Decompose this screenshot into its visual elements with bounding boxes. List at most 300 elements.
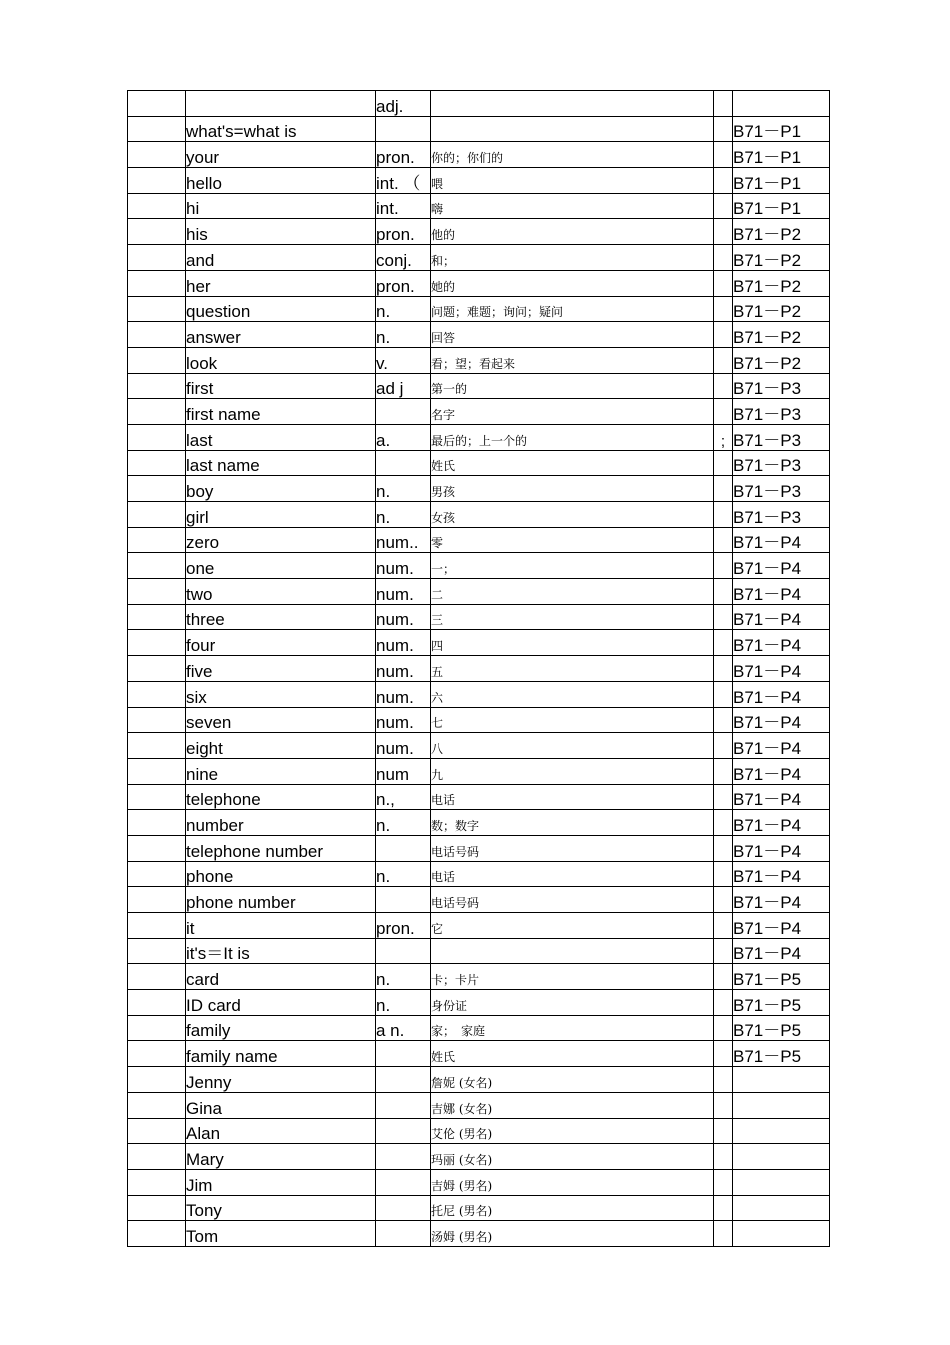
part-of-speech-cell bbox=[376, 116, 431, 142]
part-of-speech-cell: pron. bbox=[376, 142, 431, 168]
reference-cell: B71－P4 bbox=[733, 681, 830, 707]
reference-cell: B71－P3 bbox=[733, 399, 830, 425]
reference-cell: B71－P3 bbox=[733, 502, 830, 528]
index-cell bbox=[128, 784, 186, 810]
part-of-speech-cell: n. bbox=[376, 861, 431, 887]
note-cell bbox=[714, 733, 733, 759]
index-cell bbox=[128, 579, 186, 605]
note-cell bbox=[714, 604, 733, 630]
reference-cell bbox=[733, 1092, 830, 1118]
reference-cell: B71－P1 bbox=[733, 193, 830, 219]
part-of-speech-cell bbox=[376, 887, 431, 913]
table-row bbox=[128, 784, 830, 810]
index-cell bbox=[128, 142, 186, 168]
table-row bbox=[128, 1041, 830, 1067]
note-cell bbox=[714, 630, 733, 656]
table-row bbox=[128, 270, 830, 296]
reference-cell: B71－P4 bbox=[733, 861, 830, 887]
reference-cell: B71－P5 bbox=[733, 1015, 830, 1041]
index-cell bbox=[128, 322, 186, 348]
table-row bbox=[128, 1195, 830, 1221]
table-row bbox=[128, 656, 830, 682]
meaning-cell: 一； bbox=[431, 553, 714, 579]
vocabulary-table bbox=[127, 90, 830, 1247]
meaning-cell: 六 bbox=[431, 681, 714, 707]
index-cell bbox=[128, 553, 186, 579]
meaning-cell: 你的；你们的 bbox=[431, 142, 714, 168]
reference-cell: B71－P4 bbox=[733, 707, 830, 733]
meaning-cell: 和； bbox=[431, 245, 714, 271]
index-cell bbox=[128, 193, 186, 219]
word-cell: last bbox=[186, 424, 376, 450]
word-cell: it's＝It is bbox=[186, 938, 376, 964]
vocabulary-table-body bbox=[128, 91, 830, 1247]
table-row bbox=[128, 1067, 830, 1093]
meaning-cell: 男孩 bbox=[431, 476, 714, 502]
note-cell: ; bbox=[714, 424, 733, 450]
table-row bbox=[128, 142, 830, 168]
index-cell bbox=[128, 990, 186, 1016]
meaning-cell: 三 bbox=[431, 604, 714, 630]
meaning-cell: 电话号码 bbox=[431, 887, 714, 913]
index-cell bbox=[128, 1118, 186, 1144]
part-of-speech-cell bbox=[376, 1144, 431, 1170]
note-cell bbox=[714, 964, 733, 990]
word-cell: three bbox=[186, 604, 376, 630]
meaning-cell: 零 bbox=[431, 527, 714, 553]
meaning-cell: 吉姆 (男名) bbox=[431, 1169, 714, 1195]
reference-cell: B71－P4 bbox=[733, 527, 830, 553]
meaning-cell: 吉娜 (女名) bbox=[431, 1092, 714, 1118]
word-cell: eight bbox=[186, 733, 376, 759]
note-cell bbox=[714, 296, 733, 322]
index-cell bbox=[128, 913, 186, 939]
part-of-speech-cell: a n. bbox=[376, 1015, 431, 1041]
part-of-speech-cell: num. bbox=[376, 681, 431, 707]
table-row bbox=[128, 1144, 830, 1170]
word-cell: Jenny bbox=[186, 1067, 376, 1093]
table-row bbox=[128, 193, 830, 219]
word-cell: seven bbox=[186, 707, 376, 733]
note-cell bbox=[714, 990, 733, 1016]
part-of-speech-cell: adj. bbox=[376, 91, 431, 117]
table-row bbox=[128, 1092, 830, 1118]
table-row bbox=[128, 887, 830, 913]
index-cell bbox=[128, 116, 186, 142]
table-row bbox=[128, 810, 830, 836]
word-cell: her bbox=[186, 270, 376, 296]
meaning-cell: 托尼 (男名) bbox=[431, 1195, 714, 1221]
meaning-cell: 它 bbox=[431, 913, 714, 939]
index-cell bbox=[128, 373, 186, 399]
reference-cell: B71－P2 bbox=[733, 322, 830, 348]
table-row bbox=[128, 630, 830, 656]
note-cell bbox=[714, 656, 733, 682]
meaning-cell: 家； 家庭 bbox=[431, 1015, 714, 1041]
reference-cell bbox=[733, 1118, 830, 1144]
index-cell bbox=[128, 1015, 186, 1041]
note-cell bbox=[714, 1144, 733, 1170]
word-cell: hi bbox=[186, 193, 376, 219]
part-of-speech-cell bbox=[376, 1221, 431, 1247]
note-cell bbox=[714, 527, 733, 553]
index-cell bbox=[128, 1221, 186, 1247]
note-cell bbox=[714, 835, 733, 861]
word-cell: family bbox=[186, 1015, 376, 1041]
index-cell bbox=[128, 630, 186, 656]
index-cell bbox=[128, 733, 186, 759]
table-row bbox=[128, 707, 830, 733]
note-cell bbox=[714, 219, 733, 245]
reference-cell: B71－P1 bbox=[733, 168, 830, 194]
meaning-cell: 第一的 bbox=[431, 373, 714, 399]
meaning-cell: 电话号码 bbox=[431, 835, 714, 861]
table-row bbox=[128, 322, 830, 348]
note-cell bbox=[714, 1015, 733, 1041]
index-cell bbox=[128, 399, 186, 425]
index-cell bbox=[128, 656, 186, 682]
meaning-cell: 九 bbox=[431, 758, 714, 784]
note-cell bbox=[714, 1169, 733, 1195]
reference-cell: B71－P5 bbox=[733, 964, 830, 990]
word-cell: number bbox=[186, 810, 376, 836]
note-cell bbox=[714, 168, 733, 194]
reference-cell: B71－P4 bbox=[733, 733, 830, 759]
part-of-speech-cell bbox=[376, 1067, 431, 1093]
note-cell bbox=[714, 887, 733, 913]
table-row bbox=[128, 579, 830, 605]
meaning-cell: 汤姆 (男名) bbox=[431, 1221, 714, 1247]
part-of-speech-cell: n. bbox=[376, 810, 431, 836]
meaning-cell: 八 bbox=[431, 733, 714, 759]
note-cell bbox=[714, 758, 733, 784]
note-cell bbox=[714, 91, 733, 117]
index-cell bbox=[128, 502, 186, 528]
part-of-speech-cell: n. bbox=[376, 476, 431, 502]
meaning-cell: 电话 bbox=[431, 784, 714, 810]
meaning-cell: 七 bbox=[431, 707, 714, 733]
reference-cell: B71－P4 bbox=[733, 656, 830, 682]
meaning-cell: 问题；难题；询问；疑问 bbox=[431, 296, 714, 322]
meaning-cell: 看；望；看起来 bbox=[431, 347, 714, 373]
part-of-speech-cell bbox=[376, 835, 431, 861]
table-row bbox=[128, 91, 830, 117]
part-of-speech-cell bbox=[376, 1118, 431, 1144]
meaning-cell: 数；数字 bbox=[431, 810, 714, 836]
reference-cell: B71－P4 bbox=[733, 784, 830, 810]
table-row bbox=[128, 964, 830, 990]
meaning-cell: 玛丽 (女名) bbox=[431, 1144, 714, 1170]
part-of-speech-cell: conj. bbox=[376, 245, 431, 271]
part-of-speech-cell: n. bbox=[376, 990, 431, 1016]
table-row bbox=[128, 681, 830, 707]
part-of-speech-cell: int. （ bbox=[376, 168, 431, 194]
meaning-cell: 女孩 bbox=[431, 502, 714, 528]
reference-cell: B71－P2 bbox=[733, 219, 830, 245]
reference-cell: B71－P4 bbox=[733, 553, 830, 579]
word-cell: your bbox=[186, 142, 376, 168]
part-of-speech-cell: n. bbox=[376, 296, 431, 322]
index-cell bbox=[128, 835, 186, 861]
word-cell: Mary bbox=[186, 1144, 376, 1170]
table-row bbox=[128, 527, 830, 553]
table-row bbox=[128, 347, 830, 373]
table-row bbox=[128, 502, 830, 528]
word-cell: Tony bbox=[186, 1195, 376, 1221]
note-cell bbox=[714, 553, 733, 579]
note-cell bbox=[714, 270, 733, 296]
part-of-speech-cell: a. bbox=[376, 424, 431, 450]
note-cell bbox=[714, 707, 733, 733]
meaning-cell: 四 bbox=[431, 630, 714, 656]
table-row bbox=[128, 1015, 830, 1041]
part-of-speech-cell: num. bbox=[376, 553, 431, 579]
meaning-cell: 詹妮 (女名) bbox=[431, 1067, 714, 1093]
table-row bbox=[128, 938, 830, 964]
part-of-speech-cell bbox=[376, 1169, 431, 1195]
word-cell: boy bbox=[186, 476, 376, 502]
word-cell: last name bbox=[186, 450, 376, 476]
reference-cell: B71－P2 bbox=[733, 270, 830, 296]
index-cell bbox=[128, 168, 186, 194]
word-cell: nine bbox=[186, 758, 376, 784]
table-row bbox=[128, 835, 830, 861]
index-cell bbox=[128, 296, 186, 322]
table-row bbox=[128, 476, 830, 502]
note-cell bbox=[714, 373, 733, 399]
note-cell bbox=[714, 913, 733, 939]
meaning-cell: 艾伦 (男名) bbox=[431, 1118, 714, 1144]
word-cell: phone bbox=[186, 861, 376, 887]
reference-cell: B71－P3 bbox=[733, 450, 830, 476]
part-of-speech-cell: num. bbox=[376, 656, 431, 682]
word-cell: five bbox=[186, 656, 376, 682]
meaning-cell: 二 bbox=[431, 579, 714, 605]
note-cell bbox=[714, 810, 733, 836]
index-cell bbox=[128, 476, 186, 502]
reference-cell: B71－P4 bbox=[733, 810, 830, 836]
index-cell bbox=[128, 245, 186, 271]
word-cell: telephone bbox=[186, 784, 376, 810]
note-cell bbox=[714, 399, 733, 425]
part-of-speech-cell: num. bbox=[376, 707, 431, 733]
index-cell bbox=[128, 450, 186, 476]
reference-cell bbox=[733, 1195, 830, 1221]
note-cell bbox=[714, 1041, 733, 1067]
vocabulary-sheet bbox=[127, 90, 830, 1247]
word-cell: hello bbox=[186, 168, 376, 194]
part-of-speech-cell: n. bbox=[376, 502, 431, 528]
note-cell bbox=[714, 1118, 733, 1144]
word-cell: Jim bbox=[186, 1169, 376, 1195]
part-of-speech-cell: ad j bbox=[376, 373, 431, 399]
meaning-cell: 姓氏 bbox=[431, 450, 714, 476]
index-cell bbox=[128, 707, 186, 733]
table-row bbox=[128, 373, 830, 399]
reference-cell bbox=[733, 91, 830, 117]
index-cell bbox=[128, 887, 186, 913]
note-cell bbox=[714, 476, 733, 502]
part-of-speech-cell: pron. bbox=[376, 219, 431, 245]
part-of-speech-cell: num. bbox=[376, 733, 431, 759]
index-cell bbox=[128, 1067, 186, 1093]
table-row bbox=[128, 219, 830, 245]
reference-cell bbox=[733, 1169, 830, 1195]
part-of-speech-cell bbox=[376, 1195, 431, 1221]
note-cell bbox=[714, 502, 733, 528]
meaning-cell: 姓氏 bbox=[431, 1041, 714, 1067]
table-row bbox=[128, 604, 830, 630]
meaning-cell: 嗨 bbox=[431, 193, 714, 219]
meaning-cell: 喂 bbox=[431, 168, 714, 194]
word-cell: girl bbox=[186, 502, 376, 528]
word-cell: his bbox=[186, 219, 376, 245]
reference-cell: B71－P4 bbox=[733, 604, 830, 630]
table-row bbox=[128, 913, 830, 939]
part-of-speech-cell: num. bbox=[376, 579, 431, 605]
table-row bbox=[128, 399, 830, 425]
reference-cell: B71－P1 bbox=[733, 116, 830, 142]
word-cell: it bbox=[186, 913, 376, 939]
reference-cell: B71－P5 bbox=[733, 990, 830, 1016]
reference-cell: B71－P4 bbox=[733, 630, 830, 656]
reference-cell: B71－P2 bbox=[733, 296, 830, 322]
reference-cell: B71－P2 bbox=[733, 347, 830, 373]
part-of-speech-cell bbox=[376, 1041, 431, 1067]
table-row bbox=[128, 553, 830, 579]
part-of-speech-cell: num bbox=[376, 758, 431, 784]
reference-cell: B71－P5 bbox=[733, 1041, 830, 1067]
word-cell: first name bbox=[186, 399, 376, 425]
part-of-speech-cell: int. bbox=[376, 193, 431, 219]
meaning-cell: 身份证 bbox=[431, 990, 714, 1016]
word-cell: and bbox=[186, 245, 376, 271]
table-row bbox=[128, 116, 830, 142]
index-cell bbox=[128, 810, 186, 836]
meaning-cell bbox=[431, 938, 714, 964]
word-cell: one bbox=[186, 553, 376, 579]
index-cell bbox=[128, 1144, 186, 1170]
note-cell bbox=[714, 245, 733, 271]
table-row bbox=[128, 450, 830, 476]
table-row bbox=[128, 424, 830, 450]
word-cell: four bbox=[186, 630, 376, 656]
index-cell bbox=[128, 1092, 186, 1118]
word-cell: Gina bbox=[186, 1092, 376, 1118]
index-cell bbox=[128, 604, 186, 630]
note-cell bbox=[714, 193, 733, 219]
part-of-speech-cell: n., bbox=[376, 784, 431, 810]
table-row bbox=[128, 1169, 830, 1195]
note-cell bbox=[714, 1221, 733, 1247]
part-of-speech-cell bbox=[376, 399, 431, 425]
word-cell: ID card bbox=[186, 990, 376, 1016]
note-cell bbox=[714, 784, 733, 810]
index-cell bbox=[128, 758, 186, 784]
part-of-speech-cell bbox=[376, 1092, 431, 1118]
reference-cell: B71－P1 bbox=[733, 142, 830, 168]
meaning-cell: 最后的；上一个的 bbox=[431, 424, 714, 450]
reference-cell: B71－P4 bbox=[733, 887, 830, 913]
table-row bbox=[128, 1221, 830, 1247]
index-cell bbox=[128, 424, 186, 450]
part-of-speech-cell: num. bbox=[376, 630, 431, 656]
index-cell bbox=[128, 681, 186, 707]
index-cell bbox=[128, 1195, 186, 1221]
word-cell: phone number bbox=[186, 887, 376, 913]
word-cell: answer bbox=[186, 322, 376, 348]
meaning-cell: 她的 bbox=[431, 270, 714, 296]
word-cell: first bbox=[186, 373, 376, 399]
table-row bbox=[128, 1118, 830, 1144]
table-row bbox=[128, 296, 830, 322]
meaning-cell bbox=[431, 91, 714, 117]
table-row bbox=[128, 245, 830, 271]
note-cell bbox=[714, 1067, 733, 1093]
index-cell bbox=[128, 219, 186, 245]
table-row bbox=[128, 990, 830, 1016]
word-cell: zero bbox=[186, 527, 376, 553]
reference-cell bbox=[733, 1221, 830, 1247]
meaning-cell: 卡；卡片 bbox=[431, 964, 714, 990]
note-cell bbox=[714, 861, 733, 887]
meaning-cell: 他的 bbox=[431, 219, 714, 245]
index-cell bbox=[128, 861, 186, 887]
part-of-speech-cell: v. bbox=[376, 347, 431, 373]
word-cell: two bbox=[186, 579, 376, 605]
table-row bbox=[128, 758, 830, 784]
note-cell bbox=[714, 142, 733, 168]
word-cell: card bbox=[186, 964, 376, 990]
table-row bbox=[128, 861, 830, 887]
word-cell bbox=[186, 91, 376, 117]
word-cell: question bbox=[186, 296, 376, 322]
part-of-speech-cell: pron. bbox=[376, 270, 431, 296]
reference-cell: B71－P2 bbox=[733, 245, 830, 271]
reference-cell: B71－P4 bbox=[733, 938, 830, 964]
reference-cell: B71－P3 bbox=[733, 373, 830, 399]
part-of-speech-cell bbox=[376, 450, 431, 476]
index-cell bbox=[128, 91, 186, 117]
reference-cell: B71－P4 bbox=[733, 758, 830, 784]
note-cell bbox=[714, 116, 733, 142]
index-cell bbox=[128, 1041, 186, 1067]
table-row bbox=[128, 733, 830, 759]
meaning-cell: 回答 bbox=[431, 322, 714, 348]
reference-cell: B71－P3 bbox=[733, 476, 830, 502]
note-cell bbox=[714, 1195, 733, 1221]
index-cell bbox=[128, 270, 186, 296]
meaning-cell: 名字 bbox=[431, 399, 714, 425]
note-cell bbox=[714, 347, 733, 373]
reference-cell: B71－P4 bbox=[733, 835, 830, 861]
reference-cell: B71－P4 bbox=[733, 579, 830, 605]
part-of-speech-cell: num. bbox=[376, 604, 431, 630]
word-cell: telephone number bbox=[186, 835, 376, 861]
word-cell: six bbox=[186, 681, 376, 707]
word-cell: Tom bbox=[186, 1221, 376, 1247]
note-cell bbox=[714, 938, 733, 964]
meaning-cell: 电话 bbox=[431, 861, 714, 887]
index-cell bbox=[128, 964, 186, 990]
word-cell: what's=what is bbox=[186, 116, 376, 142]
word-cell: family name bbox=[186, 1041, 376, 1067]
table-row bbox=[128, 168, 830, 194]
reference-cell bbox=[733, 1144, 830, 1170]
index-cell bbox=[128, 938, 186, 964]
index-cell bbox=[128, 347, 186, 373]
word-cell: Alan bbox=[186, 1118, 376, 1144]
